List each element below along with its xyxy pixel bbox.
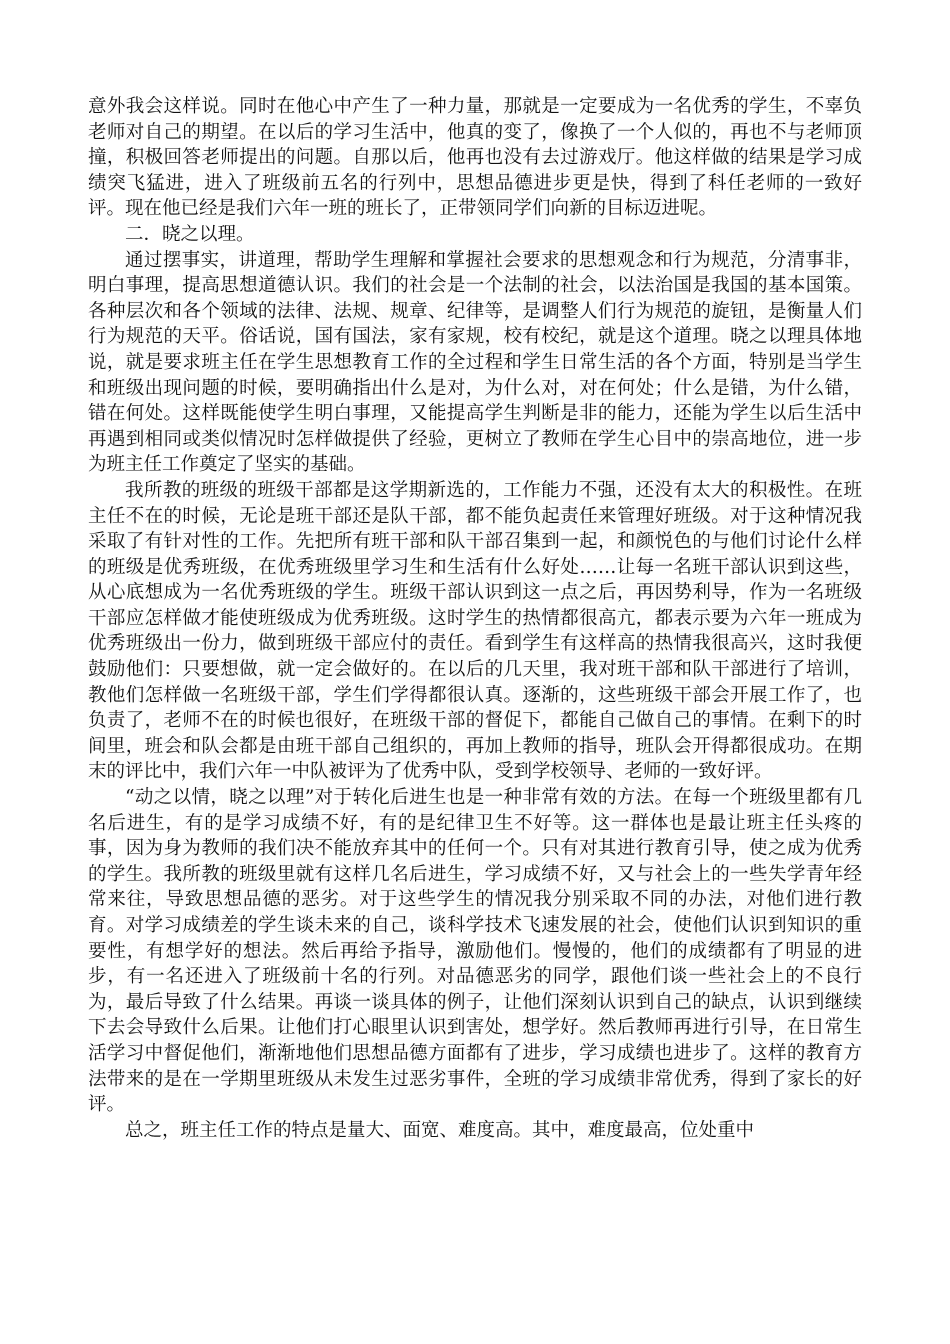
paragraph-underachievers: “动之以情，晓之以理”对于转化后进生也是一种非常有效的方法。在每一个班级里都有几名后进生，有的是学习成绩不好，有的是纪律卫生不好等。这一群体也是最让班主任头疼的事，因为身为教师的我们决不能放弃其中的任何一个。只有对其进行教育引导，使之成为优秀的学生。我所教的班级里就有这样几名后进生，学习成绩不好，又与社会上的一些失学青年经常来往，导致思想品德的恶劣。对于这些学生的情况我分别采取不同的办法，对他们进行教育。对学习成绩差的学生谈未来的自己，谈科学技术飞速发展的社会，使他们认识到知识的重要性，有想学好的想法。然后再给予指导，激励他们。慢慢的，他们的成绩都有了明显的进步，有一名还进入了班级前十名的行列。对品德恶劣的同学，跟他们谈一些社会上的不良行为，最后导致了什么结果。再谈一谈具体的例子，让他们深刻认识到自己的缺点，认识到继续下去会导致什么后果。让他们打心眼里认识到害处，想学好。然后教师再进行引导，在日常生活学习中督促他们，渐渐地他们思想品德方面都有了进步，学习成绩也进步了。这样的教育方法带来的是在一学期里班级从未发生过恶劣事件，全班的学习成绩非常优秀，得到了家长的好评。 bbox=[88, 787, 862, 1116]
paragraph-class-cadres: 我所教的班级的班级干部都是这学期新选的，工作能力不强，还没有太大的积极性。在班主任不在的时候，无论是班干部还是队干部，都不能负起责任来管理好班级。对于这种情况我采取了有针对性的工作。先把所有班干部和队干部召集到一起，和颜悦色的与他们讨论什么样的班级是优秀班级，在优秀班级里学习生和生活有什么好处……让每一名班干部认识到这些，从心底想成为一名优秀班级的学生。班级干部认识到这一点之后，再因势利导，作为一名班级干部应怎样做才能使班级成为优秀班级。这时学生的热情都很高亢，都表示要为六年一班成为优秀班级出一份力，做到班级干部应付的责任。看到学生有这样高的热情我很高兴，这时我便鼓励他们：只要想做，就一定会做好的。在以后的几天里，我对班干部和队干部进行了培训，教他们怎样做一名班级干部，学生们学得都很认真。逐渐的，这些班级干部会开展工作了，也负责了，老师不在的时候也很好，在班级干部的督促下，都能自己做自己的事情。在剩下的时间里，班会和队会都是由班干部自己组织的，再加上教师的指导，班队会开得都很成功。在期末的评比中，我们六年一中队被评为了优秀中队，受到学校领导、老师的一致好评。 bbox=[88, 479, 862, 783]
document-body bbox=[88, 94, 862, 1143]
paragraph-reasoning: 通过摆事实，讲道理，帮助学生理解和掌握社会要求的思想观念和行为规范，分清事非，明白事理，提高思想道德认识。我们的社会是一个法制的社会，以法治国是我国的基本国策。各种层次和各个领域的法律、法规、规章、纪律等，是调整人们行为规范的旋钮，是衡量人们行为规范的天平。俗话说，国有国法，家有家规，校有校纪，就是这个道理。晓之以理具体地说，就是要求班主任在学生思想教育工作的全过程和学生日常生活的各个方面，特别是当学生和班级出现问题的时候，要明确指出什么是对，为什么对，对在何处；什么是错，为什么错，错在何处。这样既能使学生明白事理，又能提高学生判断是非的能力，还能为学生以后生活中再遇到相同或类似情况时怎样做提供了经验，更树立了教师在学生心目中的崇高地位，进一步为班主任工作奠定了坚实的基础。 bbox=[88, 249, 862, 476]
paragraph-continuation: 意外我会这样说。同时在他心中产生了一种力量，那就是一定要成为一名优秀的学生，不辜负老师对自己的期望。在以后的学习生活中，他真的变了，像换了一个人似的，再也不与老师顶撞，积极回答老师提出的问题。自那以后，他再也没有去过游戏厅。他这样做的结果是学习成绩突飞猛进，进入了班级前五名的行列中，思想品德进步更是快，得到了科任老师的一致好评。现在他已经是我们六年一班的班长了，正带领同学们向新的目标迈进呢。 bbox=[88, 96, 862, 220]
section-heading: 二．晓之以理。 bbox=[125, 223, 255, 245]
paragraph-summary: 总之，班主任工作的特点是量大、面宽、难度高。其中，难度最高，位处重中 bbox=[125, 1119, 755, 1141]
